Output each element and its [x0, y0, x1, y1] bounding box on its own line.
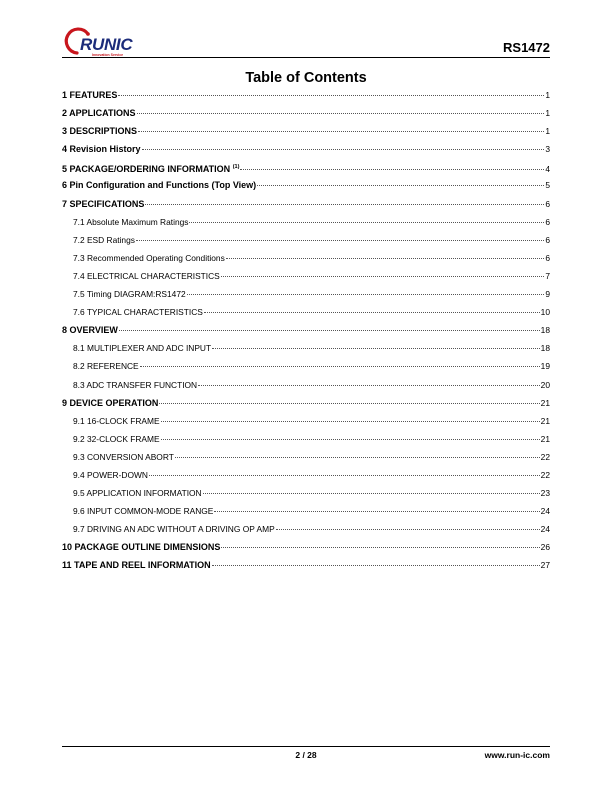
toc-page-number: 18 [540, 325, 550, 336]
toc-leader [203, 493, 540, 494]
toc-leader [159, 403, 539, 404]
toc-page-number: 22 [540, 451, 550, 462]
toc-page-number: 27 [540, 560, 550, 571]
toc-page-number: 21 [540, 415, 550, 426]
toc-page-number: 7 [545, 270, 550, 281]
toc-entry[interactable] [62, 520, 550, 538]
toc-entry[interactable] [62, 448, 550, 466]
toc-leader [189, 222, 544, 223]
toc-leader [212, 348, 540, 349]
toc-leader [198, 385, 540, 386]
toc-leader [276, 529, 540, 530]
toc-page-number: 1 [545, 108, 550, 119]
toc-entry-title: 3 DESCRIPTIONS [62, 126, 138, 137]
toc-entry-title: 9.2 32-CLOCK FRAME [73, 433, 160, 444]
toc-page-number: 19 [540, 361, 550, 372]
logo-tagline: Innovation Service [92, 53, 124, 57]
toc-page-number: 6 [545, 198, 550, 209]
toc-leader [145, 204, 544, 205]
toc-entry[interactable] [62, 376, 550, 394]
toc-entry-title: 9.4 POWER-DOWN [73, 469, 148, 480]
toc-page-number: 22 [540, 469, 550, 480]
toc-entry[interactable] [62, 86, 550, 104]
toc-leader [138, 131, 544, 132]
toc-page-number: 4 [545, 164, 550, 175]
toc-entry[interactable] [62, 303, 550, 321]
toc-entry-title: 8.3 ADC TRANSFER FUNCTION [73, 379, 198, 390]
toc-entry-footnote: (1) [232, 164, 240, 171]
toc-entry-title: 2 APPLICATIONS [62, 108, 136, 119]
toc-entry-title: 10 PACKAGE OUTLINE DIMENSIONS [62, 542, 221, 553]
toc-page-number: 26 [540, 542, 550, 553]
toc-entry-title: 9.6 INPUT COMMON-MODE RANGE [73, 506, 214, 517]
toc-page-number: 5 [545, 180, 550, 191]
toc-leader [187, 294, 545, 295]
toc-leader [119, 330, 540, 331]
toc-leader [161, 439, 540, 440]
toc-entry[interactable] [62, 122, 550, 140]
toc-entry-title: 9.7 DRIVING AN ADC WITHOUT A DRIVING OP AMP [73, 524, 275, 535]
toc-leader [142, 149, 545, 150]
toc-page-number: 9 [545, 289, 550, 300]
toc-page-number: 1 [545, 126, 550, 137]
toc-entry-title: 7.4 ELECTRICAL CHARACTERISTICS [73, 270, 220, 281]
toc-leader [226, 258, 545, 259]
toc-entry[interactable] [62, 502, 550, 520]
toc-entry-title: 4 Revision History [62, 144, 141, 155]
toc-entry-title: 7.2 ESD Ratings [73, 234, 135, 245]
toc-leader [204, 312, 540, 313]
toc-entry-title: 7 SPECIFICATIONS [62, 198, 145, 209]
toc-entry[interactable] [62, 466, 550, 484]
toc-page-number: 23 [540, 488, 550, 499]
toc-leader [175, 457, 540, 458]
toc-page-number: 21 [540, 433, 550, 444]
toc-entry-title: 7.3 Recommended Operating Conditions [73, 252, 225, 263]
toc-entry[interactable] [62, 195, 550, 213]
toc-entry-title: 8.1 MULTIPLEXER AND ADC INPUT [73, 343, 212, 354]
toc-entry-title: 9.3 CONVERSION ABORT [73, 451, 174, 462]
toc-page-number: 20 [540, 379, 550, 390]
toc-entry[interactable] [62, 339, 550, 357]
toc-leader [212, 565, 540, 566]
toc-leader [257, 185, 544, 186]
toc-entry[interactable] [62, 285, 550, 303]
toc-entry[interactable] [62, 104, 550, 122]
header-divider [62, 57, 550, 58]
toc-leader [240, 169, 544, 170]
toc-page-number: 1 [545, 90, 550, 100]
toc-entry[interactable] [62, 267, 550, 285]
toc-entry[interactable] [62, 213, 550, 231]
toc-entry-title: 9 DEVICE OPERATION [62, 397, 159, 408]
toc-entry[interactable] [62, 231, 550, 249]
toc-entry-title: 8.2 REFERENCE [73, 361, 139, 372]
toc-page-number: 3 [545, 144, 550, 155]
toc-entry[interactable] [62, 394, 550, 412]
toc-entry-title: 5 PACKAGE/ORDERING INFORMATION $^{(1)}$ [62, 164, 240, 175]
toc-entry[interactable] [62, 412, 550, 430]
table-of-contents [62, 86, 550, 575]
toc-page-number: 24 [540, 524, 550, 535]
toc-page-number: 6 [545, 252, 550, 263]
toc-leader [137, 113, 545, 114]
toc-page-number: 24 [540, 506, 550, 517]
toc-entry[interactable] [62, 321, 550, 339]
toc-page-number: 21 [540, 397, 550, 408]
toc-leader [161, 421, 540, 422]
footer-divider [62, 746, 550, 747]
toc-leader [221, 276, 545, 277]
toc-leader [118, 95, 544, 96]
toc-entry[interactable] [62, 357, 550, 375]
toc-page-number: 6 [545, 216, 550, 227]
footer-url-link[interactable]: www.run-ic.com [484, 750, 550, 760]
toc-leader [214, 511, 539, 512]
toc-entry[interactable] [62, 249, 550, 267]
page-number: 2 / 28 [295, 750, 317, 760]
toc-leader [136, 240, 544, 241]
toc-entry-title: 7.6 TYPICAL CHARACTERISTICS [73, 307, 203, 318]
toc-entry-title: 6 Pin Configuration and Functions (Top View) [62, 180, 257, 191]
toc-entry-title: 7.1 Absolute Maximum Ratings [73, 216, 189, 227]
toc-entry-title: 8 OVERVIEW [62, 325, 118, 336]
toc-entry-title: 9.5 APPLICATION INFORMATION [73, 488, 202, 499]
toc-entry[interactable] [62, 158, 550, 176]
part-number: RS1472 [503, 40, 550, 55]
toc-leader [221, 547, 539, 548]
toc-entry[interactable] [62, 176, 550, 194]
toc-entry[interactable] [62, 484, 550, 502]
toc-leader [149, 475, 540, 476]
toc-entry[interactable] [62, 538, 550, 556]
toc-entry[interactable] [62, 140, 550, 158]
company-logo [64, 26, 144, 60]
logo-text: RUNIC [80, 35, 133, 54]
toc-page-number: 6 [545, 234, 550, 245]
toc-leader [140, 366, 540, 367]
toc-entry[interactable] [62, 556, 550, 574]
page-title: Table of Contents [245, 70, 367, 86]
toc-entry-title: 7.5 Timing DIAGRAM:RS1472 [73, 289, 186, 300]
toc-entry-title: 9.1 16-CLOCK FRAME [73, 415, 160, 426]
toc-page-number: 10 [540, 307, 550, 318]
toc-entry-title: 1 FEATURES [62, 90, 118, 100]
toc-page-number: 18 [540, 343, 550, 354]
toc-entry-title: 11 TAPE AND REEL INFORMATION [62, 560, 211, 571]
toc-entry[interactable] [62, 430, 550, 448]
